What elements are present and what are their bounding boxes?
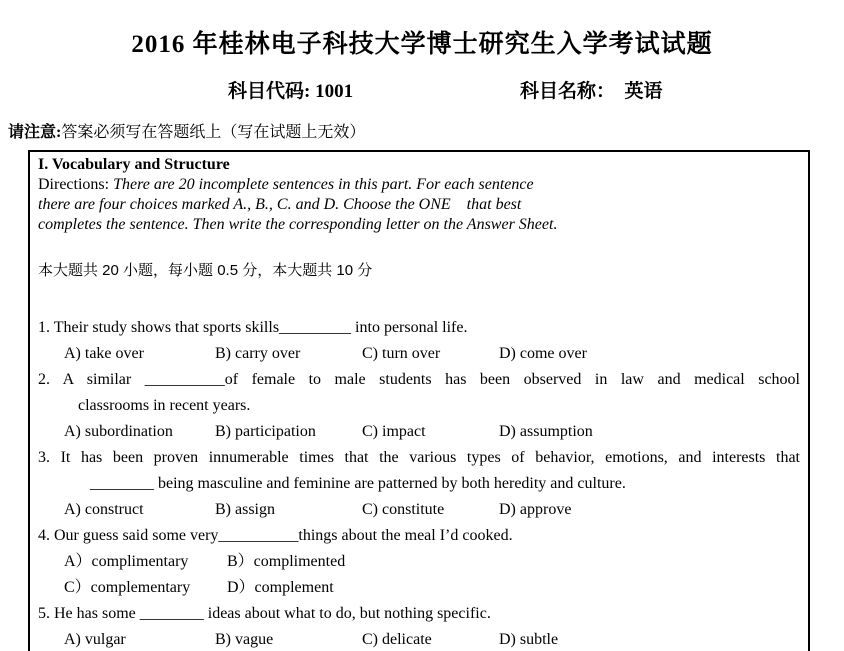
notice-label: 请注意: bbox=[8, 124, 62, 141]
option-c: C）complementary bbox=[64, 579, 191, 596]
question-4-text: 4. Our guess said some very__________things about the meal I’d cooked. bbox=[38, 527, 513, 544]
option-b: B）complimented bbox=[227, 553, 346, 570]
option-a: A) subordination bbox=[64, 423, 173, 440]
directions-line-1 bbox=[38, 175, 800, 195]
option-d: D) come over bbox=[499, 345, 587, 362]
score-note: 本大题共 20 小题，每小题 0.5 分，本大题共 10 分 bbox=[38, 262, 373, 279]
option-d: D) approve bbox=[499, 501, 572, 518]
option-c: C) constitute bbox=[362, 501, 445, 518]
option-c: C) delicate bbox=[362, 631, 432, 648]
question-2-text-line-1: 2. A similar __________of female to male students has been observed in law and medical school bbox=[38, 371, 800, 388]
section-heading: I. Vocabulary and Structure bbox=[38, 156, 230, 173]
question-3-text-line-1: 3. It has been proven innumerable times that the various types of behavior, emotions, and interests that bbox=[38, 449, 800, 466]
option-d: D) assumption bbox=[499, 423, 593, 440]
directions-line-3: completes the sentence. Then write the corresponding letter on the Answer Sheet. bbox=[38, 216, 558, 233]
option-b: B) participation bbox=[215, 423, 316, 440]
option-a: A) construct bbox=[64, 501, 144, 518]
question-5-text: 5. He has some ________ ideas about what to do, but nothing specific. bbox=[38, 605, 491, 622]
question-box bbox=[28, 150, 810, 651]
option-a: A) vulgar bbox=[64, 631, 126, 648]
option-b: B) vague bbox=[215, 631, 274, 648]
subject-name: 科目名称： 英语 bbox=[520, 81, 663, 102]
option-a: A) take over bbox=[64, 345, 144, 362]
question-5-options bbox=[38, 627, 800, 651]
question-1-options bbox=[38, 341, 800, 367]
option-b: B) carry over bbox=[215, 345, 301, 362]
directions-text: There are 20 incomplete sentences in this part. For each sentence bbox=[113, 176, 534, 193]
question-3-options bbox=[38, 497, 800, 523]
question-2-options bbox=[38, 419, 800, 445]
subject-code: 科目代码: 1001 bbox=[228, 81, 354, 102]
directions-label: Directions: bbox=[38, 176, 114, 193]
question-3-text-line-2: ________ being masculine and feminine are patterned by both heredity and culture. bbox=[90, 475, 626, 492]
question-4-options-row-1 bbox=[38, 549, 800, 575]
option-b: B) assign bbox=[215, 501, 275, 518]
page-title: 2016 年桂林电子科技大学博士研究生入学考试试题 bbox=[131, 31, 713, 58]
option-a: A）complimentary bbox=[64, 553, 189, 570]
question-1-text: 1. Their study shows that sports skills_________ into personal life. bbox=[38, 319, 468, 336]
option-d: D）complement bbox=[227, 579, 334, 596]
option-d: D) subtle bbox=[499, 631, 559, 648]
question-4-options-row-2 bbox=[38, 575, 800, 601]
question-2-text-line-2: classrooms in recent years. bbox=[78, 397, 251, 414]
option-c: C) impact bbox=[362, 423, 426, 440]
notice-text: 答案必须写在答题纸上（写在试题上无效） bbox=[61, 124, 366, 141]
option-c: C) turn over bbox=[362, 345, 441, 362]
notice bbox=[8, 119, 365, 142]
directions-line-2: there are four choices marked A., B., C. and D. Choose the ONE that best bbox=[38, 196, 522, 213]
questions-list bbox=[38, 315, 800, 651]
